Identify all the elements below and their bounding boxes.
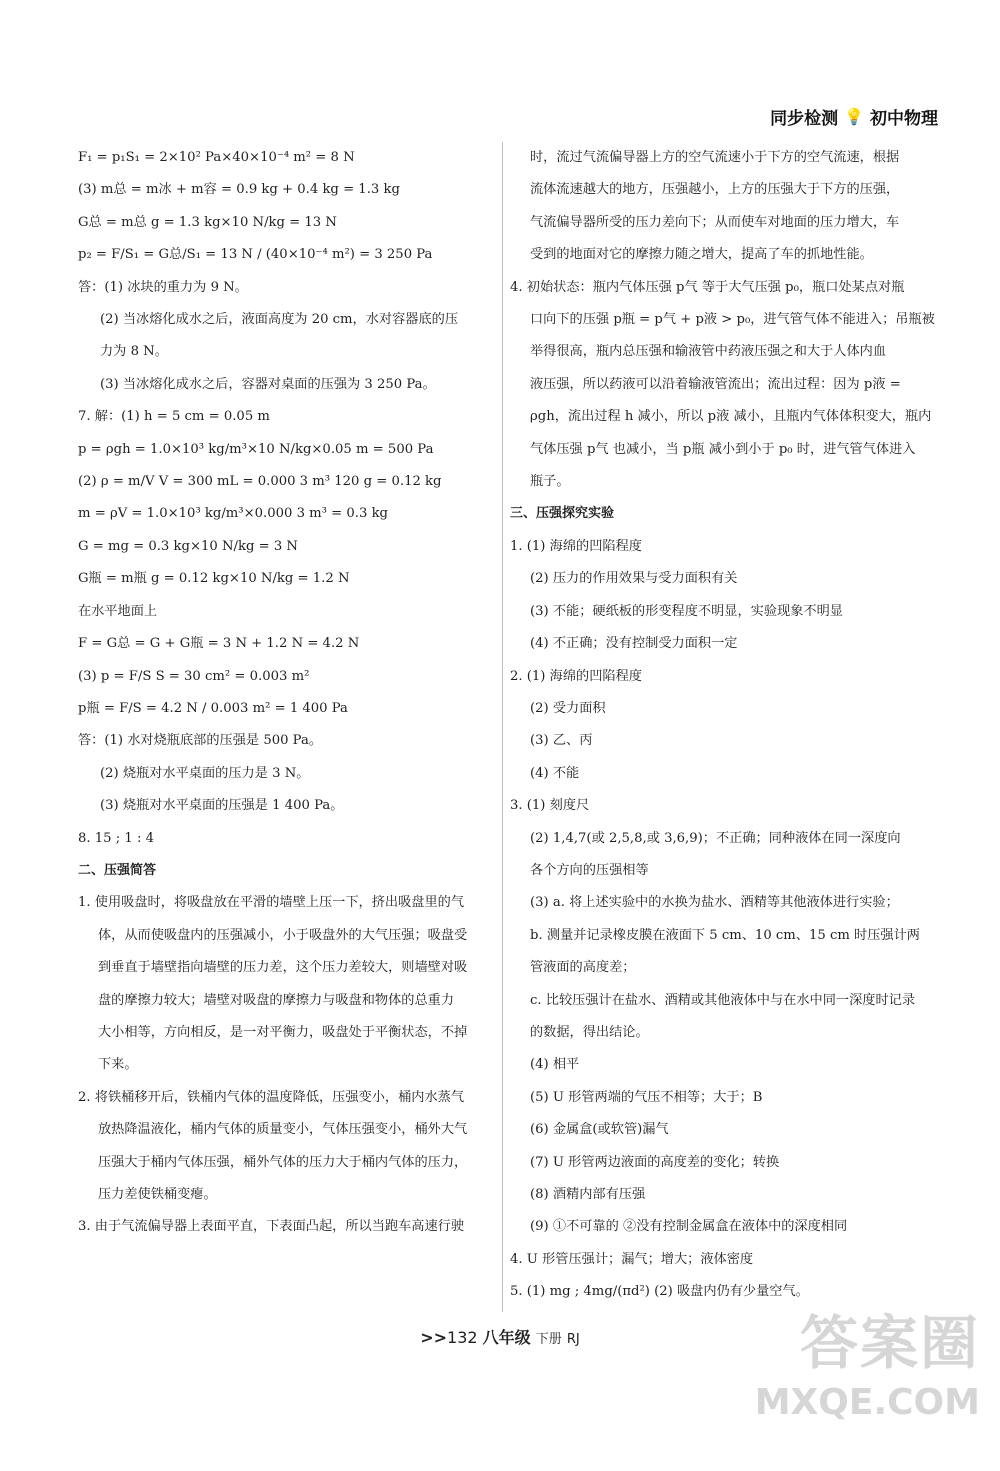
text-line: (3) a. 将上述实验中的水换为盐水、酒精等其他液体进行实验； — [530, 895, 899, 911]
text-line: 体，从而使吸盘内的压强减小，小于吸盘外的大气压强；吸盘受 — [98, 927, 468, 943]
text-line: (2) 压力的作用效果与受力面积有关 — [530, 571, 738, 587]
text-line: (2) 1,4,7(或 2,5,8,或 3,6,9)；不正确；同种液体在同一深度向 — [530, 830, 901, 846]
text-line: (2) 当冰熔化成水之后，液面高度为 20 cm，水对容器底的压 — [100, 312, 459, 328]
text-line: 4. U 形管压强计；漏气；增大；液体密度 — [510, 1251, 754, 1267]
text-line: (4) 相平 — [530, 1057, 580, 1073]
text-line: 大小相等，方向相反，是一对平衡力，吸盘处于平衡状态，不掉 — [98, 1024, 468, 1040]
text-line: 1. (1) 海绵的凹陷程度 — [510, 538, 642, 554]
text-line: 压力差使铁桶变瘪。 — [98, 1187, 217, 1202]
text-line: 2. 将铁桶移开后，铁桶内气体的温度降低，压强变小，桶内水蒸气 — [78, 1089, 465, 1105]
text-line: 放热降温液化，桶内气体的质量变小，气体压强变小，桶外大气 — [98, 1122, 468, 1138]
text-line: p₂ = F/S₁ = G总/S₁ = 13 N / (40×10⁻⁴ m²) = 3 250 Pa — [78, 247, 433, 263]
text-line: 口向下的压强 p瓶 = p气 + p液 > p₀，进气管气体不能进入；吊瓶被 — [530, 312, 935, 328]
text-line: (6) 金属盒(或软管)漏气 — [530, 1122, 669, 1138]
text-line: 管液面的高度差； — [530, 960, 636, 976]
text-line: 2. (1) 海绵的凹陷程度 — [510, 668, 642, 684]
text-line: 气流偏导器所受的压力差向下；从而使车对地面的压力增大，车 — [530, 214, 900, 230]
text-line: G瓶 = m瓶 g = 0.12 kg×10 N/kg = 1.2 N — [78, 571, 350, 587]
right-column — [510, 142, 940, 1309]
text-line: 盘的摩擦力较大；墙壁对吸盘的摩擦力与吸盘和物体的总重力 — [98, 992, 455, 1008]
text-line: 液压强，所以药液可以沿着输液管流出；流出过程：因为 p液 = — [530, 376, 901, 392]
page-arrows: >> — [420, 1328, 448, 1347]
text-line: c. 比较压强计在盐水、酒精或其他液体中与在水中同一深度时记录 — [530, 992, 916, 1008]
text-line: (2) 受力面积 — [530, 700, 606, 716]
watermark — [740, 1303, 980, 1453]
text-line: (3) m总 = m冰 + m容 = 0.9 kg + 0.4 kg = 1.3 kg — [78, 182, 400, 198]
text-line: (3) p = F/S S = 30 cm² = 0.003 m² — [78, 668, 310, 684]
subject-title: 初中物理 — [870, 109, 938, 129]
section-heading: 二、压强简答 — [78, 862, 157, 878]
text-line: p = ρgh = 1.0×10³ kg/m³×10 N/kg×0.05 m = 500 Pa — [78, 441, 434, 457]
text-line: 到垂直于墙壁指向墙壁的压力差，这个压力差较大，则墙壁对吸 — [98, 960, 468, 976]
text-line: (4) 不正确；没有控制受力面积一定 — [530, 636, 738, 652]
text-line: (9) ①不可靠的 ②没有控制金属盒在液体中的深度相同 — [530, 1219, 848, 1235]
text-line: (2) ρ = m/V V = 300 mL = 0.000 3 m³ 120 g = 0.12 kg — [78, 474, 442, 490]
text-line: 3. 由于气流偏导器上表面平直，下表面凸起，所以当跑车高速行驶 — [78, 1219, 465, 1235]
text-line: 的数据，得出结论。 — [530, 1024, 649, 1040]
text-line: 3. (1) 刻度尺 — [510, 798, 590, 814]
text-line: 在水平地面上 — [78, 603, 158, 619]
text-line: 气体压强 p气 也减小，当 p瓶 减小到小于 p₀ 时，进气管气体进入 — [530, 441, 916, 457]
page-number: 132 — [447, 1328, 478, 1347]
page-header — [770, 104, 938, 129]
series-title: 同步检测 — [770, 109, 839, 129]
text-line: G = mg = 0.3 kg×10 N/kg = 3 N — [78, 538, 298, 554]
text-line: 1. 使用吸盘时，将吸盘放在平滑的墙壁上压一下，挤出吸盘里的气 — [78, 895, 465, 911]
text-line: m = ρV = 1.0×10³ kg/m³×0.000 3 m³ = 0.3 kg — [78, 506, 388, 522]
column-divider — [502, 142, 503, 1312]
text-line: 力为 8 N。 — [100, 344, 168, 360]
text-line: (8) 酒精内部有压强 — [530, 1187, 646, 1202]
text-line: (3) 烧瓶对水平桌面的压强是 1 400 Pa。 — [100, 798, 344, 814]
text-line: 答：(1) 水对烧瓶底部的压强是 500 Pa。 — [78, 733, 323, 749]
edition-label: RJ — [566, 1332, 580, 1347]
text-line: 4. 初始状态：瓶内气体压强 p气 等于大气压强 p₀，瓶口处某点对瓶 — [510, 279, 905, 295]
text-line: (3) 当冰熔化成水之后，容器对桌面的压强为 3 250 Pa。 — [100, 376, 436, 392]
text-line: 受到的地面对它的摩擦力随之增大，提高了车的抓地性能。 — [530, 247, 873, 263]
text-line: (2) 烧瓶对水平桌面的压力是 3 N。 — [100, 765, 310, 781]
text-line: (5) U 形管两端的气压不相等；大于；B — [530, 1089, 763, 1105]
text-line: (7) U 形管两边液面的高度差的变化；转换 — [530, 1154, 780, 1170]
text-line: ρgh，流出过程 h 减小，所以 p液 减小，且瓶内气体体积变大，瓶内 — [530, 409, 932, 425]
text-line: (3) 不能；硬纸板的形变程度不明显，实验现象不明显 — [530, 603, 843, 619]
text-line: 压强大于桶内气体压强，桶外气体的压力大于桶内气体的压力， — [98, 1154, 468, 1170]
volume-label: 下册 — [535, 1332, 562, 1347]
text-line: 时，流过气流偏导器上方的空气流速小于下方的空气流速，根据 — [530, 150, 900, 165]
text-line: F₁ = p₁S₁ = 2×10² Pa×40×10⁻⁴ m² = 8 N — [78, 150, 355, 165]
text-line: 举得很高，瓶内总压强和输液管中药液压强之和大于人体内血 — [530, 344, 887, 360]
text-line: 5. (1) mg ; 4mg/(πd²) (2) 吸盘内仍有少量空气。 — [510, 1284, 809, 1300]
text-line: G总 = m总 g = 1.3 kg×10 N/kg = 13 N — [78, 214, 337, 230]
text-line: 下来。 — [98, 1057, 138, 1073]
text-line: 7. 解：(1) h = 5 cm = 0.05 m — [78, 409, 270, 425]
watermark-domain: MXQE.COM — [754, 1382, 980, 1423]
text-line: F = G总 = G + G瓶 = 3 N + 1.2 N = 4.2 N — [78, 636, 360, 652]
text-line: 各个方向的压强相等 — [530, 862, 649, 878]
text-line: 答：(1) 冰块的重力为 9 N。 — [78, 279, 248, 295]
text-line: b. 测量并记录橡皮膜在液面下 5 cm、10 cm、15 cm 时压强计两 — [530, 927, 920, 943]
text-line: p瓶 = F/S = 4.2 N / 0.003 m² = 1 400 Pa — [78, 700, 348, 716]
watermark-logo: 答案圈 — [799, 1309, 980, 1377]
text-line: (4) 不能 — [530, 765, 580, 781]
lightbulb-icon: 💡 — [844, 107, 864, 126]
text-line: 流体流速越大的地方，压强越小，上方的压强大于下方的压强， — [530, 182, 900, 198]
grade-label: 八年级 — [482, 1328, 531, 1347]
left-column — [78, 142, 498, 1244]
text-line: (3) 乙、丙 — [530, 733, 593, 749]
text-line: 8. 15 ; 1 : 4 — [78, 830, 154, 846]
text-line: 瓶子。 — [530, 474, 570, 490]
section-heading: 三、压强探究实验 — [510, 506, 615, 522]
